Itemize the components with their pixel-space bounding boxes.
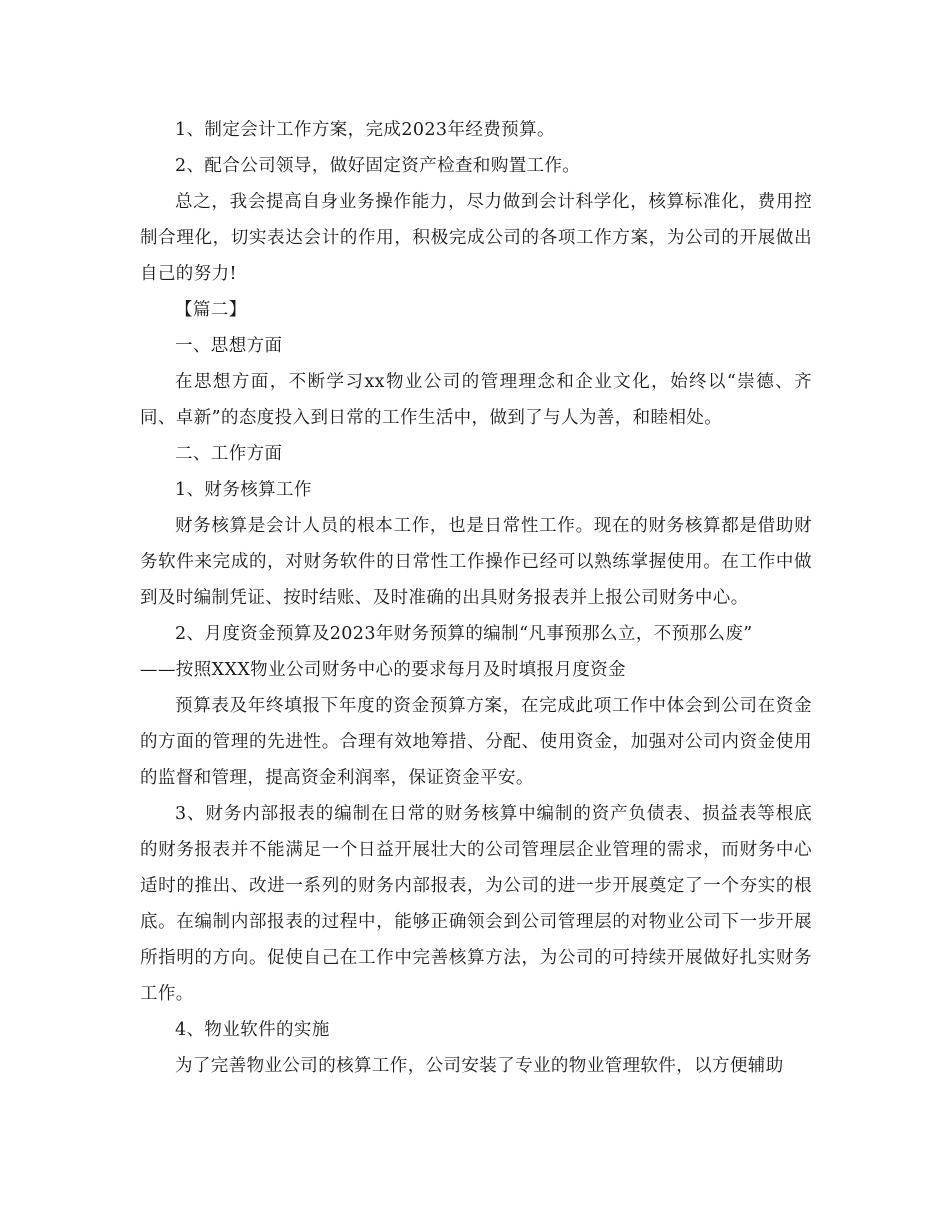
paragraph-budget-table: 预算表及年终填报下年度的资金预算方案，在完成此项工作中体会到公司在资金的方面的管理的先进性。合理有效地筹措、分配、使用资金，加强对公司内资金使用的监督和管理，提高资金利润率，保证资金平安。 [140,696,812,788]
section-heading-part-two: 【篇二】 [175,300,247,320]
heading-property-software: 4、物业软件的实施 [175,1020,330,1040]
paragraph-accounting: 财务核算是会计人员的根本工作，也是日常性工作。现在的财务核算都是借助财务软件来完成的，对财务软件的日常性工作操作已经可以熟练掌握使用。在工作中做到及时编制凭证、按时结账、及时准确的出具财务报表并上报公司财务中心。 [140,516,812,608]
paragraph-internal-reports: 3、财务内部报表的编制在日常的财务核算中编制的资产负债表、损益表等根底的财务报表并不能满足一个日益开展壮大的公司管理层企业管理的需求，而财务中心适时的推出、改进一系列的财务内部报表，为公司的进一步开展奠定了一个夯实的根底。在编制内部报表的过程中，能够正确领会到公司管理层的对物业公司下一步开展所指明的方向。促使自己在工作中完善核算方法，为公司的可持续开展做好扎实财务工作。 [140,804,812,1004]
heading-work-aspect: 二、工作方面 [175,444,283,464]
heading-accounting-work: 1、财务核算工作 [175,480,312,500]
paragraph-fixed-assets: 2、配合公司领导，做好固定资产检查和购置工作。 [175,156,581,176]
paragraph-finance-center: ——按照XXX物业公司财务中心的要求每月及时填报月度资金 [140,660,627,680]
paragraph-property-software: 为了完善物业公司的核算工作，公司安装了专业的物业管理软件，以方便辅助 [175,1056,784,1076]
paragraph-monthly-budget: 2、月度资金预算及2023年财务预算的编制“凡事预那么立，不预那么废” [175,624,753,644]
document-body [140,112,812,1084]
paragraph-budget-plan: 1、制定会计工作方案，完成2023年经费预算。 [175,120,555,140]
paragraph-summary: 总之，我会提高自身业务操作能力，尽力做到会计科学化，核算标准化，费用控制合理化，切实表达会计的作用，积极完成公司的各项工作方案，为公司的开展做出自己的努力! [140,192,812,284]
heading-thought-aspect: 一、思想方面 [175,336,283,356]
paragraph-thought: 在思想方面，不断学习xx物业公司的管理理念和企业文化，始终以“崇德、齐同、卓新”的态度投入到日常的工作生活中，做到了与人为善，和睦相处。 [140,372,812,428]
